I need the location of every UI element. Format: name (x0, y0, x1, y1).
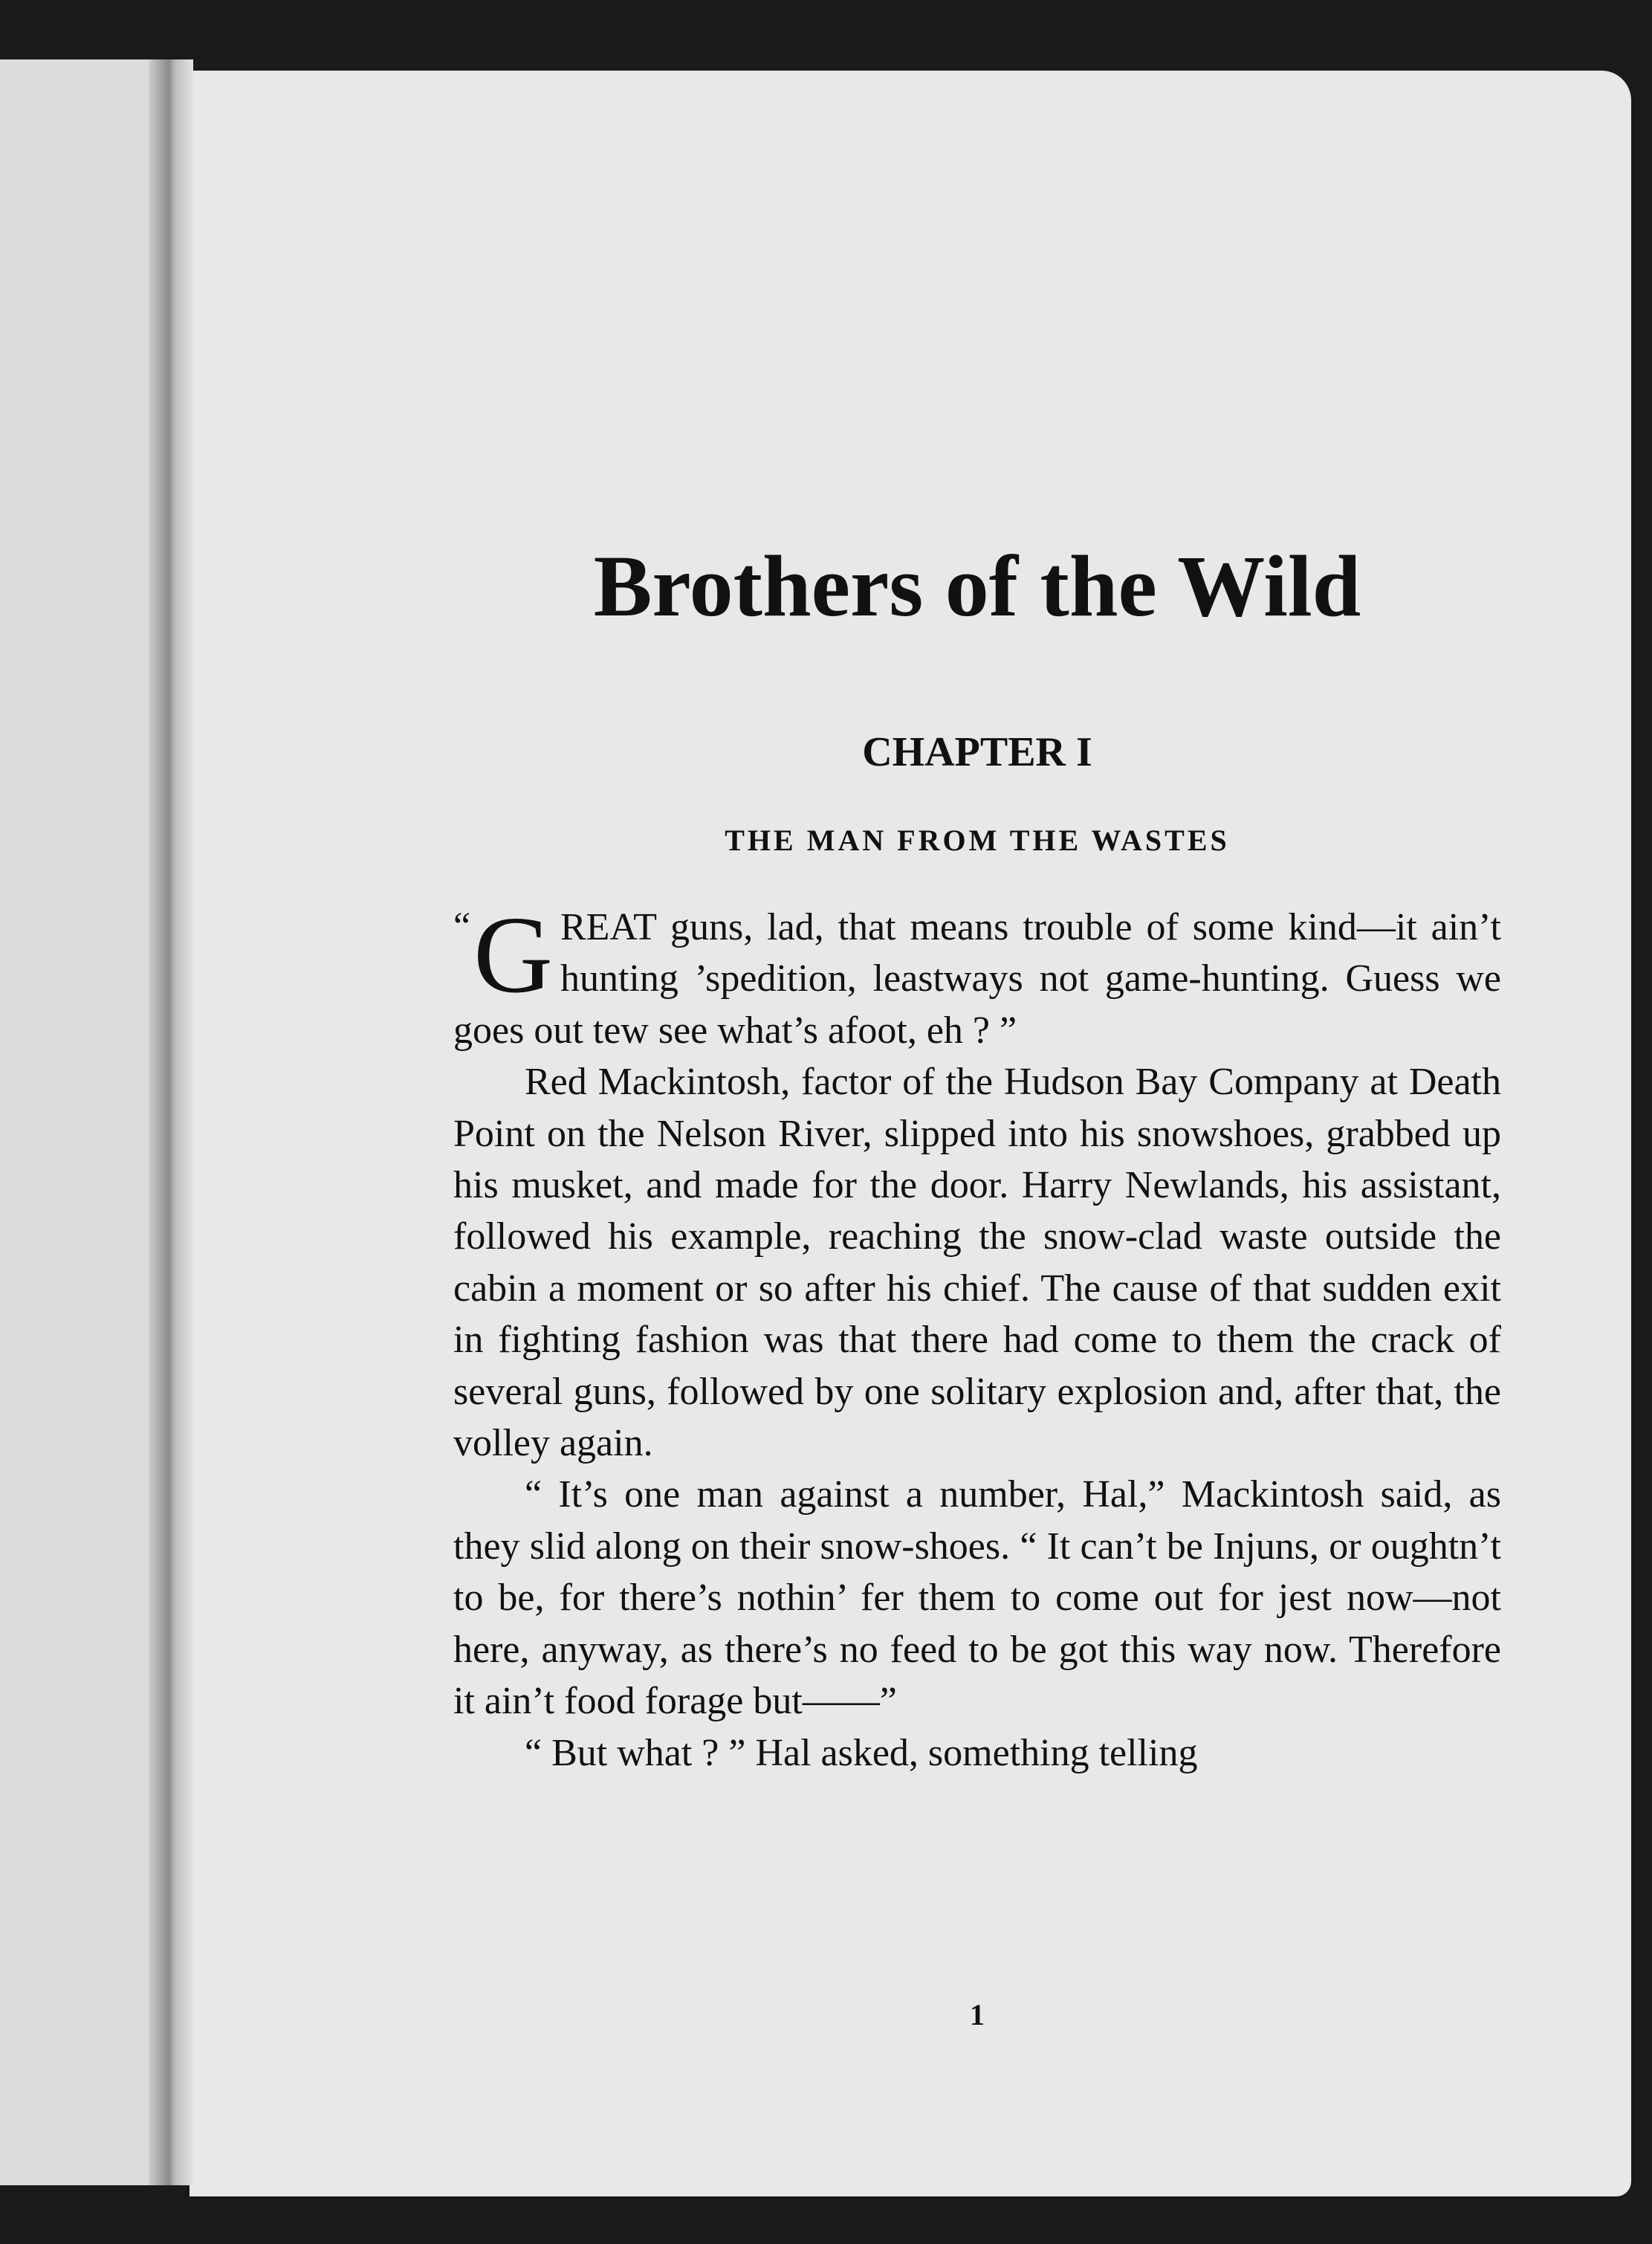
paragraph-1-text: REAT guns, lad, that means trouble of some kind—it ain’t hunting ’spedition, leastways not game-hunting. Guess we goes out tew see what’s afoot, eh ? ” (453, 906, 1501, 1052)
paragraph-3: “ It’s one man against a number, Hal,” Mackintosh said, as they slid along on their snow-shoes. “ It can’t be Injuns, or oughtn’t to be, for there’s nothin’ fer them to come out for jest now—not here, anyway, as there’s no feed to be got this way now. Therefore it ain’t food forage but——” (453, 1473, 1501, 1723)
chapter-body (453, 894, 1501, 1779)
drop-cap: G (473, 894, 553, 1016)
chapter-number: CHAPTER I (862, 729, 1092, 775)
paragraph-4: “ But what ? ” Hal asked, something telling (525, 1731, 1198, 1774)
paragraph-1 (453, 894, 1501, 1056)
opening-quote: “ (453, 905, 471, 948)
chapter-title: THE MAN FROM THE WASTES (725, 824, 1230, 857)
page-number: 1 (970, 1998, 985, 2031)
book-gutter (149, 59, 193, 2185)
book-page (190, 71, 1631, 2196)
paragraph-2: Red Mackintosh, factor of the Hudson Bay Company at Death Point on the Nelson River, slipped into his snowshoes, grabbed up his musket, and made for the door. Harry Newlands, his assistant, followed his example, reaching the snow-clad waste outside the cabin a moment or so after his chief. The cause of that sudden exit in fighting fashion was that there had come to them the crack of several guns, followed by one solitary explosion and, after that, the volley again. (453, 1061, 1501, 1465)
book-title: Brothers of the Wild (593, 537, 1361, 635)
